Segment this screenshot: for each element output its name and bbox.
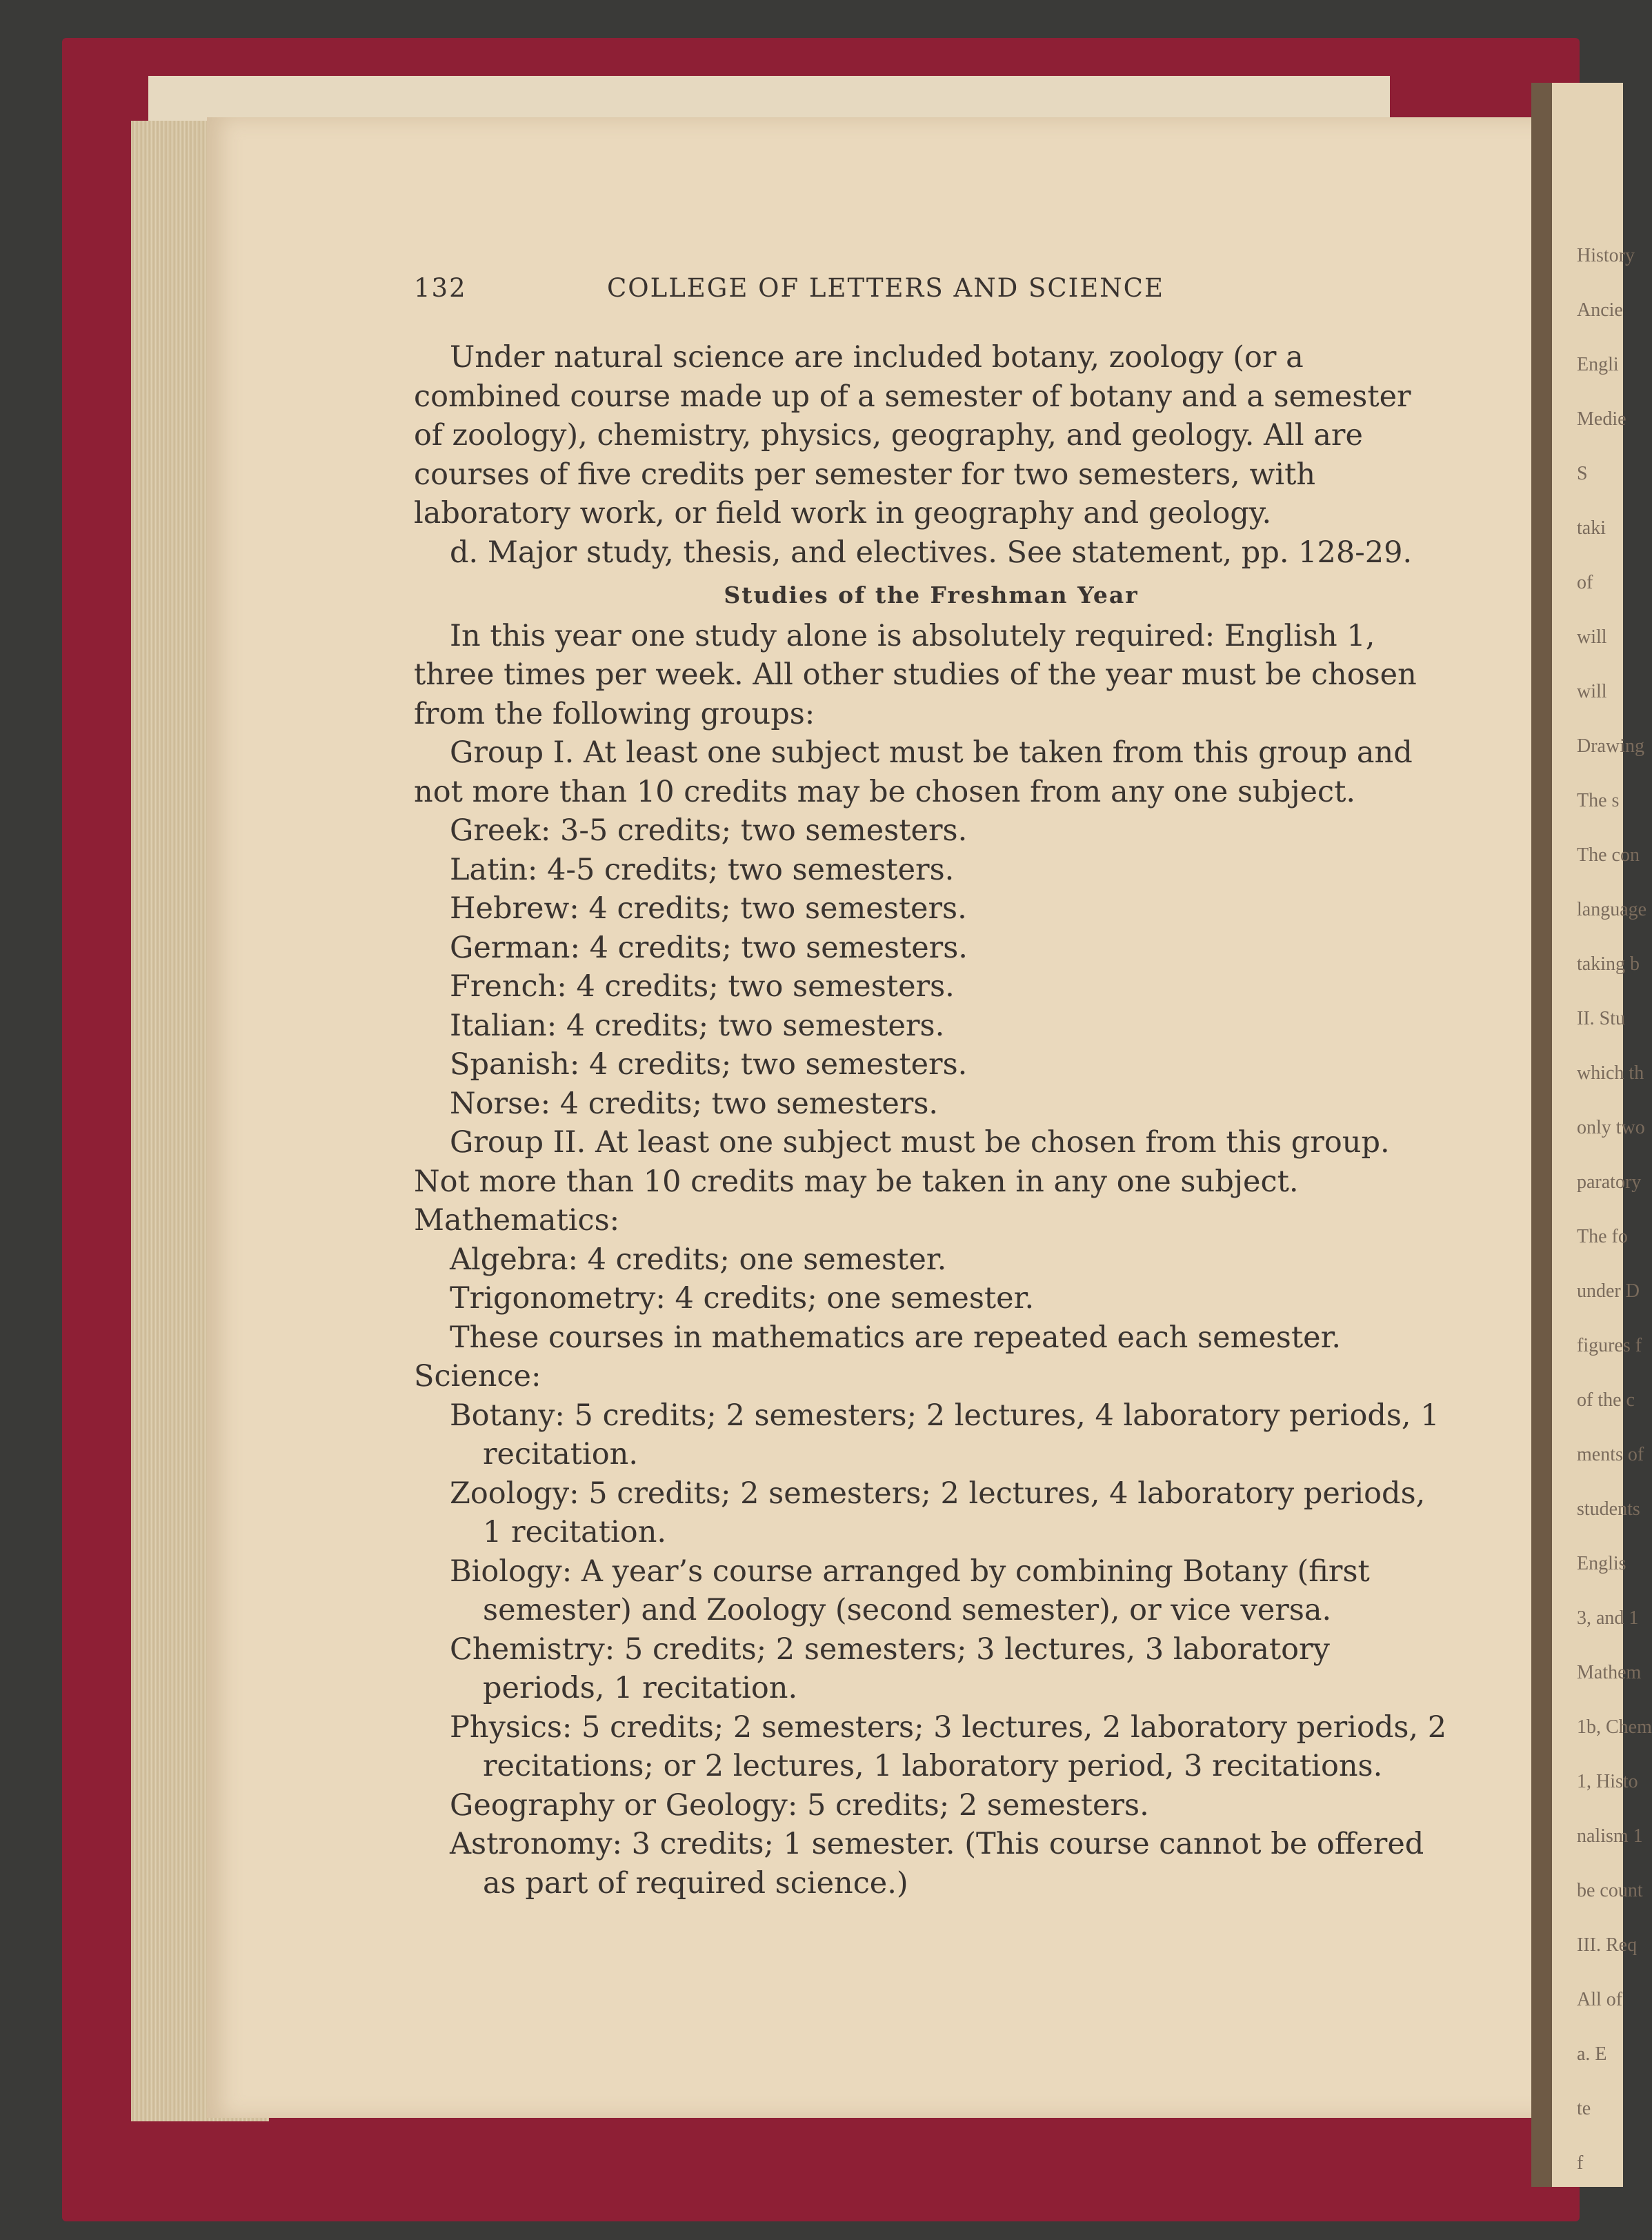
language-item: Italian: 4 credits; two semesters.	[450, 1008, 945, 1043]
next-page-fragment: a. E	[1577, 2043, 1607, 2065]
language-item: Norse: 4 credits; two semesters.	[450, 1086, 939, 1121]
next-page-fragment: Mathem	[1577, 1662, 1642, 1683]
next-page-fragment: The fo	[1577, 1226, 1628, 1247]
next-page-fragment: All of	[1577, 1989, 1623, 2010]
next-page-edge	[1552, 83, 1652, 2187]
next-page-fragment: taking b	[1577, 953, 1640, 975]
language-item: German: 4 credits; two semesters.	[450, 930, 968, 965]
science-item: Geography or Geology: 5 credits; 2 semesters.	[450, 1787, 1149, 1823]
page-content	[414, 269, 1449, 1903]
next-page-fragment: History	[1577, 245, 1635, 266]
language-item: Latin: 4-5 credits; two semesters.	[450, 852, 955, 887]
next-page-fragment: 1b, Chem	[1577, 1716, 1652, 1738]
running-head	[414, 269, 1449, 310]
paragraph-group-1: Group I. At least one subject must be taken from this group and not more than 10 credits may be chosen from any one subject.	[414, 735, 1413, 809]
paragraph-freshman-intro: In this year one study alone is absolutely required: English 1, three times per week. All other studies of the year must be chosen from the following groups:	[414, 618, 1417, 731]
science-item: Biology: A year’s course arranged by combining Botany (first semester) and Zoology (second semester), or vice versa.	[450, 1554, 1370, 1627]
science-item: Chemistry: 5 credits; 2 semesters; 3 lectures, 3 laboratory periods, 1 recitation.	[450, 1632, 1330, 1705]
next-page-fragment: f	[1577, 2152, 1584, 2174]
next-page-fragment: The con	[1577, 844, 1640, 866]
page-number: 132	[414, 273, 467, 303]
science-item: Astronomy: 3 credits; 1 semester. (This course cannot be offered as part of required science.)	[450, 1827, 1424, 1901]
section-heading: Studies of the Freshman Year	[724, 582, 1139, 608]
next-page-fragment: only two	[1577, 1117, 1645, 1138]
next-page-fragment: III. Req	[1577, 1934, 1638, 1956]
language-item: Greek: 3-5 credits; two semesters.	[450, 813, 968, 848]
running-title: COLLEGE OF LETTERS AND SCIENCE	[607, 273, 1164, 303]
next-page-fragment: Englis	[1577, 1553, 1626, 1574]
language-item: Hebrew: 4 credits; two semesters.	[450, 891, 967, 926]
next-page-fragment: Medie	[1577, 408, 1626, 430]
science-heading: Science:	[414, 1359, 541, 1394]
math-item: Trigonometry: 4 credits; one semester.	[450, 1281, 1035, 1316]
next-page-fragment: S	[1577, 463, 1588, 484]
language-item: Spanish: 4 credits; two semesters.	[450, 1047, 968, 1082]
next-page-fragment: of	[1577, 572, 1593, 593]
mathematics-heading: Mathematics:	[414, 1203, 620, 1238]
next-page-fragment: ments of	[1577, 1444, 1644, 1465]
science-item: Physics: 5 credits; 2 semesters; 3 lectures, 2 laboratory periods, 2 recitations; or 2 lectures, 1 laboratory period, 3 recitations.	[450, 1709, 1447, 1783]
next-page-fragment: Engli	[1577, 354, 1619, 375]
next-page-fragment: students	[1577, 1498, 1640, 1520]
next-page-fragment: under D	[1577, 1280, 1640, 1302]
math-item: Algebra: 4 credits; one semester.	[450, 1242, 947, 1277]
next-page-fragment: will	[1577, 626, 1607, 648]
book-gutter	[1531, 83, 1552, 2187]
next-page-fragment: be count	[1577, 1880, 1643, 1901]
next-page-fragment: 1, Histo	[1577, 1771, 1638, 1792]
language-item: French: 4 credits; two semesters.	[450, 969, 955, 1004]
next-page-fragment: taki	[1577, 517, 1606, 539]
next-page-fragment: II. Stu	[1577, 1008, 1625, 1029]
next-page-fragment: nalism 1	[1577, 1825, 1643, 1847]
next-page-fragment: which th	[1577, 1062, 1644, 1084]
next-page-fragment: will	[1577, 681, 1607, 702]
paragraph-group-2: Group II. At least one subject must be chosen from this group. Not more than 10 credits may be taken in any one subject.	[414, 1125, 1390, 1199]
next-page-fragment: of the c	[1577, 1389, 1635, 1411]
science-item: Zoology: 5 credits; 2 semesters; 2 lectures, 4 laboratory periods, 1 recitation.	[450, 1476, 1426, 1549]
paragraph-natural-science: Under natural science are included botany, zoology (or a combined course made up of a semester of botany and a semester of zoology), chemistry, physics, geography, and geology. All are courses of five credits per semester for two semesters, with laboratory work, or field work in geography and geology.	[414, 340, 1411, 531]
next-page-fragment: figures f	[1577, 1335, 1642, 1356]
next-page-fragment: paratory	[1577, 1171, 1642, 1193]
next-page-fragment: te	[1577, 2098, 1591, 2119]
science-item: Botany: 5 credits; 2 semesters; 2 lectures, 4 laboratory periods, 1 recitation.	[450, 1398, 1440, 1471]
paragraph-major-study: d. Major study, thesis, and electives. See statement, pp. 128-29.	[450, 535, 1413, 570]
next-page-fragment: Drawing	[1577, 735, 1644, 757]
next-page-fragment: 3, and 1	[1577, 1607, 1639, 1629]
next-page-fragment: The s	[1577, 790, 1620, 811]
next-page-fragment: language	[1577, 899, 1647, 920]
next-page-fragment: Ancie	[1577, 299, 1623, 321]
math-note: These courses in mathematics are repeated each semester.	[450, 1320, 1342, 1355]
